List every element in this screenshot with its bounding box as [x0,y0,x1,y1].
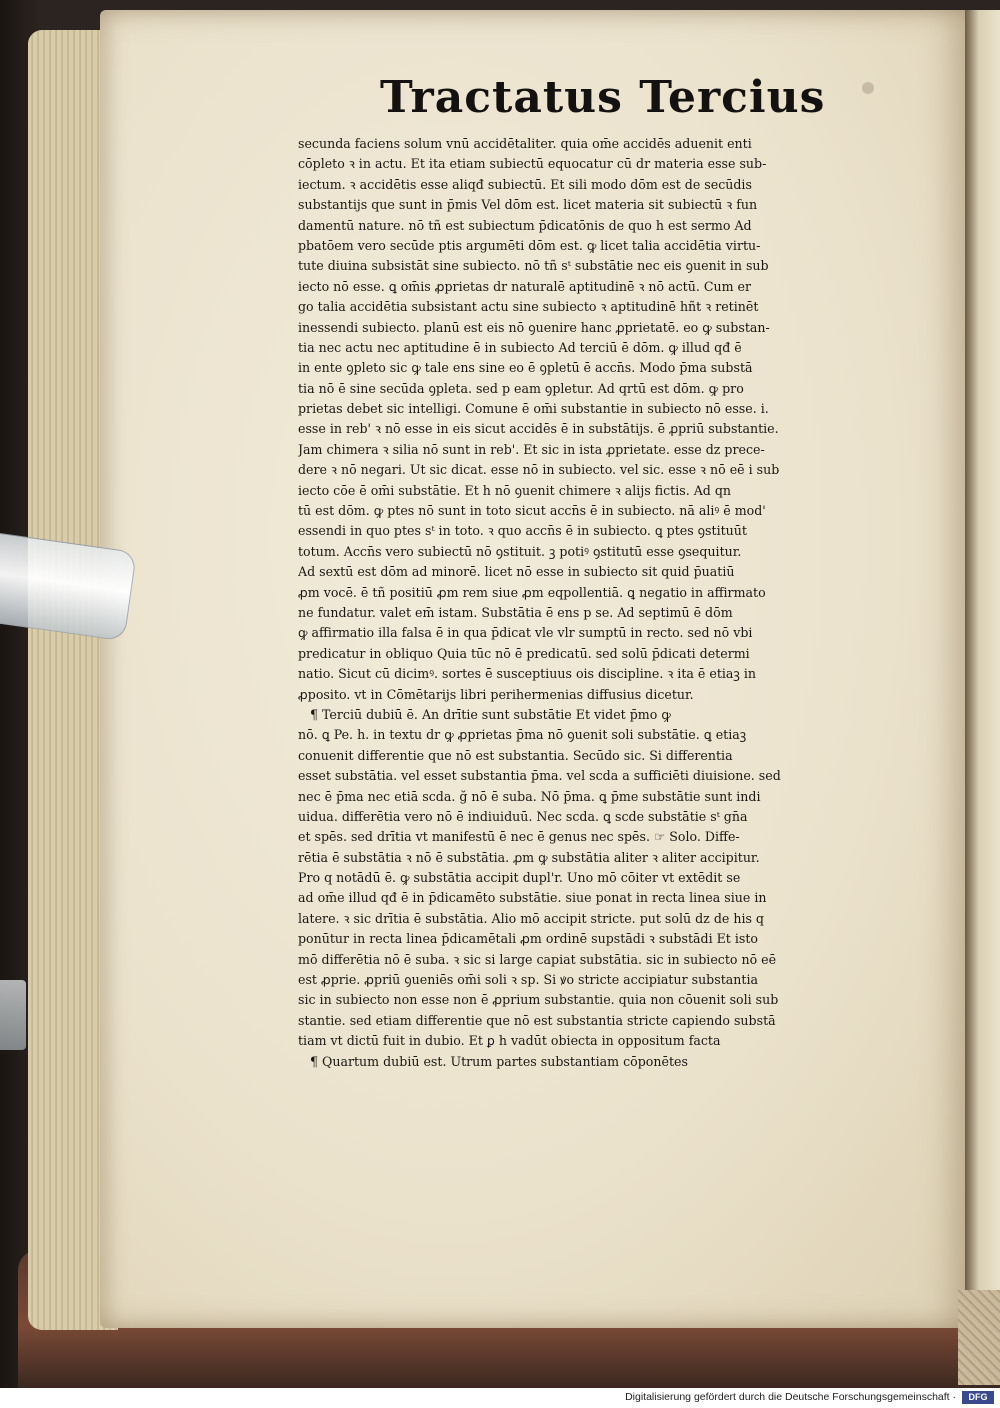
page-clip [0,532,137,641]
text-line: esse in reb' ꝛ nō esse in eis sicut accidēs ē in substātijs. ē ꝓpriū substantie. [298,421,779,437]
text-line: mō differētia nō ē suba. ꝛ sic si large capiat substātia. sic in subiecto nō eē [298,951,777,967]
text-line: tia nō ē sine secūda ꝯpleta. sed p eam ꝯpletur. Ad qrtū est dōm. ꝙ pro [298,380,744,396]
text-line: predicatur in obliquo Quia tūc nō ē predicatū. sed solū p̄dicati determi [298,645,750,661]
text-line: inessendi subiecto. planū est eis nō ꝯuenire hanc ꝓprietatē. eo ꝙ substan- [298,319,770,335]
text-line: iecto nō esse. ꝗ om̄is ꝓprietas dr naturalē aptitudinē ꝛ nō actū. Cum er [298,278,752,294]
text-line: ad om̄e illud qđ ē in p̄dicamēto substātie. siue ponat in recta linea siue in [298,890,767,906]
text-line: nec ē p̄ma nec etiā scda. ğ nō ē suba. Nō p̄ma. ꝗ p̄me substātie sunt indi [298,788,761,804]
text-line: essendi in quo ptes sᵗ in toto. ꝛ quo accn̄s ē in subiecto. ꝗ ptes ꝯstituūt [298,523,747,539]
text-line: stantie. sed etiam differentie que nō est substantia stricte capiendo substā [298,1012,776,1028]
text-line: pbatōem vero secūde ptis argumēti dōm est. ꝙ licet talia accidētia virtu- [298,237,761,253]
text-line: est ꝓprie. ꝓpriū ꝯueniēs om̄i soli ꝛ sp. Si ꝟo stricte accipiatur substantia [298,972,758,988]
text-line: latere. ꝛ sic drītia ē substātia. Alio mō accipit stricte. put solū dz de his q [298,910,764,926]
text-line: cōpleto ꝛ in actu. Et ita etiam subiectū equocatur cū dr materia esse sub- [298,156,767,172]
text-line: ꝓposito. vt in Cōmētarijs libri perihermenias diffusius dicetur. [298,686,694,702]
text-line: tute diuina subsistāt sine subiecto. nō tñ sᵗ substātie nec eis ꝯuenit in sub [298,258,769,274]
text-line: ¶ Terciū dubiū ē. An drītie sunt substātie Et videt p̄mo ꝙ [310,706,671,722]
text-line: iecto cōe ē om̄i substātie. Et h nō ꝯuenit chimere ꝛ alijs fictis. Ad qn [298,482,732,498]
text-line: Jam chimera ꝛ silia nō sunt in reb'. Et sic in ista ꝓprietate. esse dz prece- [298,441,765,457]
text-line: Ad sextū est dōm ad minorē. licet nō esse in subiecto sit quid p̄uatiū [298,564,735,580]
text-line: ¶ Quartum dubiū est. Utrum partes substantiam cōponētes [310,1053,688,1069]
text-line: ꝓm vocē. ē tñ positiū ꝓm rem siue ꝓm eqpollentiā. ꝗ negatio in affirmato [298,584,766,600]
text-line: substantijs que sunt in p̄mis Vel dōm est. licet materia sit subiectū ꝛ fun [298,197,758,213]
text-line: tū est dōm. ꝙ ptes nō sunt in toto sicut accn̄s ē in subiecto. nā aliꝰ ē mod' [298,503,766,519]
text-line: prietas debet sic intelligi. Comune ē om̄i substantie in subiecto nō esse. i. [298,401,769,417]
funding-credit: Digitalisierung gefördert durch die Deutsche Forschungsgemeinschaft · [625,1391,956,1403]
dfg-logo: DFG [962,1391,994,1404]
lower-clip [0,980,26,1050]
text-line: rētia ē substātia ꝛ nō ē substātia. ꝓm ꝙ substātia aliter ꝛ aliter accipitur. [298,849,760,865]
text-line: conuenit differentie que nō est substantia. Secūdo sic. Si differentia [298,747,733,763]
text-line: sic in subiecto non esse non ē ꝓprium substantie. quia non cōuenit soli sub [298,992,779,1008]
text-line: nō. ꝗ Pe. h. in textu dr ꝙ ꝓprietas p̄ma nō ꝯuenit soli substātie. ꝗ etiaꝫ [298,727,747,743]
text-line: ꝙ affirmatio illa falsa ē in qua p̄dicat vle vlr sumptū in recto. sed nō vbi [298,625,753,641]
facing-page-edge [965,10,1000,1328]
headband [958,1290,1000,1385]
page-stain [862,82,874,94]
text-line: uidua. differētia vero nō ē indiuiduū. Nec scda. ꝗ scde substātie sᵗ gn̄a [298,808,748,824]
text-line: dere ꝛ nō negari. Ut sic dicat. esse nō in subiecto. vel sic. esse ꝛ nō eē i sub [298,462,780,478]
text-line: go talia accidētia subsistant actu sine subiecto ꝛ aptitudinē hñt ꝛ retinēt [298,299,759,315]
text-line: in ente ꝯpleto sic ꝙ tale ens sine eo ē ꝯpletū ē accn̄s. Modo p̄ma substā [298,360,753,376]
text-line: tiam vt dictū fuit in dubio. Et ꝑ h vadūt obiecta in oppositum facta [298,1033,721,1049]
text-line: totum. Accn̄s vero subiectū nō ꝯstituit. ꝫ potiꝰ ꝯstitutū esse ꝯsequitur. [298,543,742,559]
page-heading: Tractatus Tercius [380,72,826,123]
text-line: ponūtur in recta linea p̄dicamētali ꝓm ordinē supstādi ꝛ substādi Et isto [298,931,759,947]
text-line: ne fundatur. valet em̄ istam. Substātia ē ens p se. Ad septimū ē dōm [298,604,733,620]
text-line: et spēs. sed drītia vt manifestū ē nec ē genus nec spēs. ☞ Solo. Diffe- [298,829,740,845]
text-line: iectum. ꝛ accidētis esse aliqđ subiectū. Et sili modo dōm est de secūdis [298,176,752,192]
footer-bar [0,1388,1000,1408]
text-block [298,134,870,1072]
text-line: damentū nature. nō tñ est subiectum p̄dicatōnis de quo h est sermo Ad [298,217,752,233]
text-line: natio. Sicut cū dicimꝰ. sortes ē susceptiuus ois discipline. ꝛ ita ē etiaꝫ in [298,666,756,682]
text-line: esset substātia. vel esset substantia p̄ma. vel scda a sufficiēti diuisione. sed [298,768,781,784]
text-line: secunda faciens solum vnū accidētaliter. quia om̄e accidēs aduenit enti [298,136,752,151]
text-line: Pro q notādū ē. ꝙ substātia accipit dupl'r. Uno mō cōiter vt extēdit se [298,870,741,886]
text-line: tia nec actu nec aptitudine ē in subiecto Ad terciū ē dōm. ꝙ illud qđ ē [298,339,742,355]
